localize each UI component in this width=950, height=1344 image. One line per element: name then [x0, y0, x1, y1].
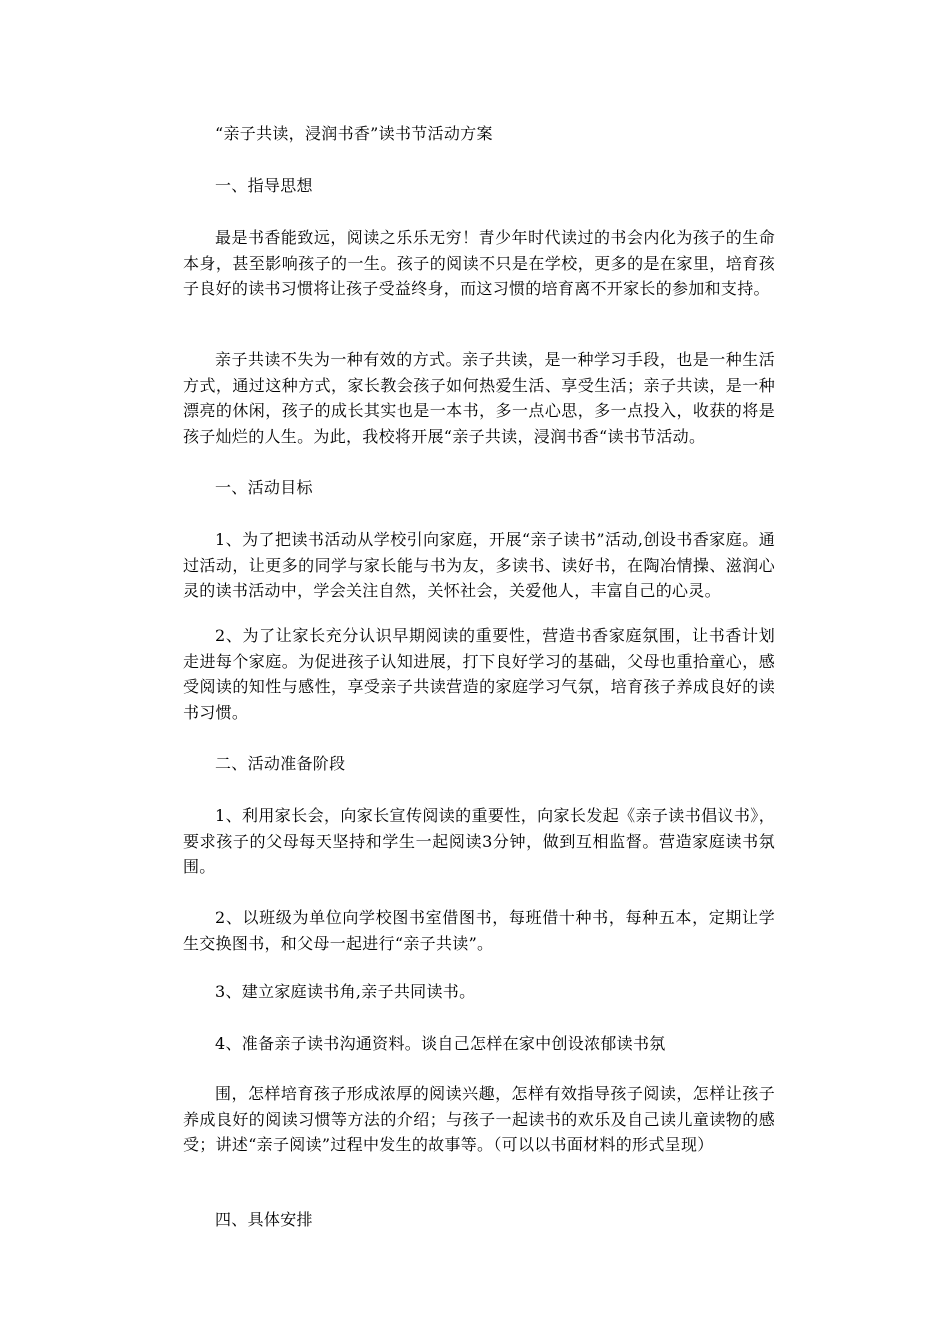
section-heading-guiding-thought: 一、指导思想 — [215, 176, 313, 195]
paragraph: 亲子共读不失为一种有效的方式。亲子共读，是一种学习手段，也是一种生活方式，通过这种方式，家长教会孩子如何热爱生活、享受生活；亲子共读，是一种漂亮的休闲，孩子的成长其实也是一本书，多一点心思，多一点投入，收获的将是孩子灿烂的人生。为此，我校将开展“亲子共读，浸润书香“读书节活动。 — [183, 350, 775, 446]
paragraph: 2、以班级为单位向学校图书室借图书，每班借十种书，每种五本，定期让学生交换图书，和父母一起进行“亲子共读”。 — [183, 908, 775, 953]
paragraph: 1、为了把读书活动从学校引向家庭，开展“亲子读书”活动,创设书香家庭。通过活动，让更多的同学与家长能与书为友，多读书、读好书，在陶冶情操、滋润心灵的读书活动中，学会关注自然，关怀社会，关爱他人，丰富自己的心灵。 — [183, 530, 775, 600]
paragraph: 围，怎样培育孩子形成浓厚的阅读兴趣，怎样有效指导孩子阅读，怎样让孩子养成良好的阅读习惯等方法的介绍；与孩子一起读书的欢乐及自己读儿童读物的感受；讲述“亲子阅读”过程中发生的故事等。（可以以书面材料的形式呈现） — [183, 1084, 775, 1154]
paragraph: 4、准备亲子读书沟通资料。谈自己怎样在家中创设浓郁读书氛 — [215, 1034, 666, 1053]
paragraph: 2、为了让家长充分认识早期阅读的重要性，营造书香家庭氛围，让书香计划走进每个家庭。为促进孩子认知进展，打下良好学习的基础，父母也重拾童心，感受阅读的知性与感性，享受亲子共读营造的家庭学习气氛，培育孩子养成良好的读书习惯。 — [183, 626, 775, 722]
section-heading-preparation-stage: 二、活动准备阶段 — [215, 754, 346, 773]
document-title: “亲子共读，浸润书香”读书节活动方案 — [215, 124, 493, 143]
section-heading-activity-goals: 一、活动目标 — [215, 478, 313, 497]
paragraph: 最是书香能致远，阅读之乐乐无穷！青少年时代读过的书会内化为孩子的生命本身，甚至影响孩子的一生。孩子的阅读不只是在学校，更多的是在家里，培育孩子良好的读书习惯将让孩子受益终身，而这习惯的培育离不开家长的参加和支持。 — [183, 228, 775, 298]
section-heading-specific-arrangements: 四、具体安排 — [215, 1210, 313, 1229]
paragraph: 3、建立家庭读书角,亲子共同读书。 — [215, 982, 476, 1001]
paragraph: 1、利用家长会，向家长宣传阅读的重要性，向家长发起《亲子读书倡议书》，要求孩子的父母每天坚持和学生一起阅读3分钟，做到互相监督。营造家庭读书氛围。 — [183, 806, 775, 876]
